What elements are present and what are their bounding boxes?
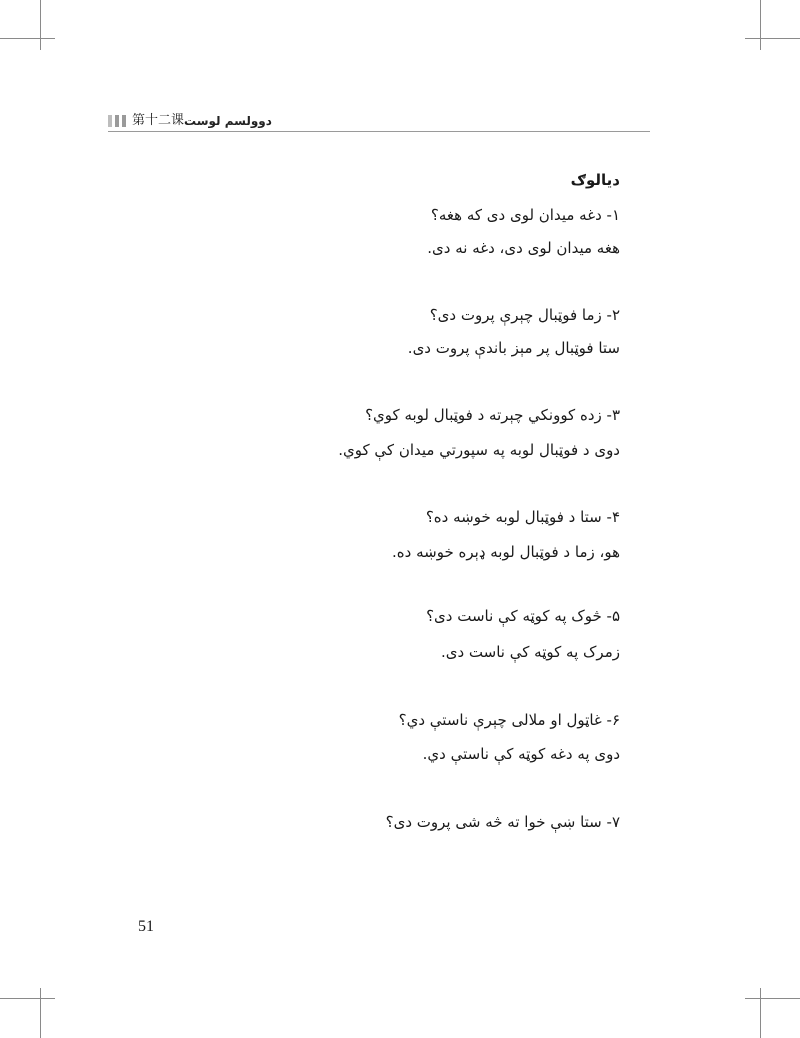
- crop-mark: [745, 998, 800, 999]
- answer-1: هغه ميدان لوی دی، دغه نه دی.: [427, 239, 620, 257]
- answer-3: دوی د فوټبال لوبه په سپورتي ميدان کې کوي.: [338, 441, 620, 459]
- page-number: 51: [138, 918, 154, 935]
- header-rule: [108, 131, 650, 132]
- question-3: ٣- زده کوونکي چېرته د فوټبال لوبه کوي؟: [365, 406, 620, 424]
- answer-6: دوی په دغه کوټه کې ناستې دي.: [422, 745, 620, 763]
- question-4: ۴- ستا د فوټبال لوبه خوښه ده؟: [425, 508, 620, 526]
- crop-mark: [760, 988, 761, 1038]
- crop-mark: [0, 998, 55, 999]
- header-bars-icon: [108, 115, 126, 127]
- crop-mark: [760, 0, 761, 50]
- question-6: ۶- غاټول او ملالی چېرې ناستې دي؟: [398, 711, 620, 729]
- question-2: ٢- زما فوټبال چېرې پروت دی؟: [429, 306, 620, 324]
- answer-2: ستا فوټبال پر مېز باندې پروت دی.: [407, 339, 620, 357]
- chapter-label: 第十二课: [132, 113, 185, 128]
- crop-mark: [745, 38, 800, 39]
- section-title: ديالوګ: [570, 171, 620, 189]
- question-7: ٧- ستا ښې خوا ته څه شی پروت دی؟: [385, 813, 620, 831]
- crop-mark: [0, 38, 55, 39]
- lesson-title: دوولسم لوست: [184, 114, 272, 128]
- crop-mark: [40, 0, 41, 50]
- running-header: [108, 112, 650, 132]
- question-5: ۵- څوک په کوټه کې ناست دی؟: [426, 607, 620, 625]
- answer-4: هو، زما د فوټبال لوبه ډېره خوښه ده.: [392, 543, 620, 561]
- question-1: ١- دغه ميدان لوی دی که هغه؟: [430, 206, 620, 224]
- crop-mark: [40, 988, 41, 1038]
- answer-5: زمرک په کوټه کې ناست دی.: [440, 643, 620, 661]
